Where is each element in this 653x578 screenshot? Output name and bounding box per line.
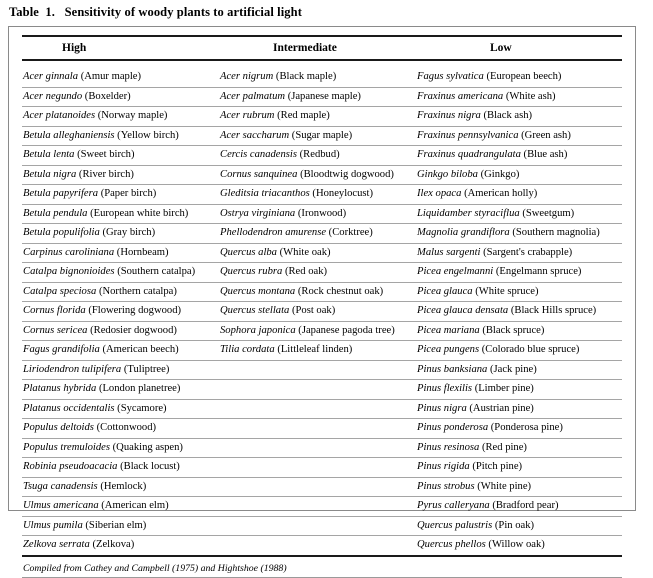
table-cell-low xyxy=(416,481,622,493)
common-name: (Sweetgum) xyxy=(522,207,575,219)
common-name: (London planetree) xyxy=(98,383,181,395)
table-row xyxy=(22,166,622,186)
common-name: (Norway maple) xyxy=(97,110,168,122)
common-name: (River birch) xyxy=(78,168,134,180)
table-cell-intermediate xyxy=(219,344,416,356)
scientific-name: Acer saccharum xyxy=(220,129,290,141)
common-name: (Black Hills spruce) xyxy=(510,305,597,317)
table-cell-high xyxy=(22,169,219,181)
scientific-name: Pinus ponderosa xyxy=(417,422,489,434)
table-cell-low xyxy=(416,130,622,142)
common-name: (Amur maple) xyxy=(80,71,141,83)
table-row xyxy=(22,536,622,555)
table-cell-high xyxy=(22,71,219,83)
table-cell-low xyxy=(416,539,622,551)
scientific-name: Pinus banksiana xyxy=(417,363,488,375)
common-name: (Hemlock) xyxy=(100,480,147,492)
scientific-name: Quercus palustris xyxy=(417,519,493,531)
common-name: (Honeylocust) xyxy=(312,188,374,200)
common-name: (American beech) xyxy=(102,344,179,356)
table-cell-low xyxy=(416,110,622,122)
scientific-name: Acer nigrum xyxy=(220,71,274,83)
scientific-name: Liquidamber styraciflua xyxy=(417,207,520,219)
table-cell-high xyxy=(22,344,219,356)
common-name: (Pitch pine) xyxy=(472,461,523,473)
table-cell-intermediate xyxy=(219,188,416,200)
table-cell-low xyxy=(416,247,622,259)
scientific-name: Fraxinus quadrangulata xyxy=(417,149,521,161)
common-name: (Jack pine) xyxy=(490,363,537,375)
table-cell-intermediate xyxy=(219,266,416,278)
table-cell-low xyxy=(416,305,622,317)
table-cell-low xyxy=(416,149,622,161)
scientific-name: Fraxinus americana xyxy=(417,90,504,102)
scientific-name: Carpinus caroliniana xyxy=(23,246,115,258)
common-name: (Black ash) xyxy=(483,110,533,122)
common-name: (White pine) xyxy=(477,480,532,492)
table-cell-low xyxy=(416,266,622,278)
table-cell-low xyxy=(416,208,622,220)
table-row xyxy=(22,478,622,498)
scientific-name: Picea pungens xyxy=(417,344,480,356)
table-cell-high xyxy=(22,188,219,200)
common-name: (Ponderosa pine) xyxy=(490,422,563,434)
scientific-name: Populus deltoids xyxy=(23,422,94,434)
common-name: (Blue ash) xyxy=(523,149,568,161)
table-cell-low xyxy=(416,227,622,239)
scientific-name: Betula pendula xyxy=(23,207,88,219)
table-row xyxy=(22,380,622,400)
table-cell-intermediate xyxy=(219,91,416,103)
scientific-name: Ulmus pumila xyxy=(23,519,83,531)
common-name: (Cottonwood) xyxy=(96,422,157,434)
table-cell-high xyxy=(22,520,219,532)
scientific-name: Betula lenta xyxy=(23,149,75,161)
table-cell-high xyxy=(22,442,219,454)
common-name: (Red pine) xyxy=(481,441,527,453)
scientific-name: Picea glauca xyxy=(417,285,473,297)
scientific-name: Ilex opaca xyxy=(417,188,462,200)
table-row xyxy=(22,322,622,342)
common-name: (Bradford pear) xyxy=(492,500,559,512)
common-name: (Gray birch) xyxy=(102,227,156,239)
table-cell-high xyxy=(22,539,219,551)
scientific-name: Cornus sericea xyxy=(23,324,88,336)
common-name: (Redosier dogwood) xyxy=(90,324,177,336)
common-name: (American elm) xyxy=(101,500,169,512)
common-name: (Boxelder) xyxy=(84,90,131,102)
common-name: (Sargent's crabapple) xyxy=(483,246,573,258)
table-cell-low xyxy=(416,442,622,454)
table-cell-low xyxy=(416,500,622,512)
table-row xyxy=(22,419,622,439)
scientific-name: Catalpa bignonioides xyxy=(23,266,115,278)
table-row xyxy=(22,302,622,322)
common-name: (White ash) xyxy=(505,90,556,102)
common-name: (European white birch) xyxy=(90,207,189,219)
common-name: (Zelkova) xyxy=(92,539,135,551)
table-caption: Table 1. Sensitivity of woody plants to artificial light xyxy=(9,5,302,19)
scientific-name: Picea engelmanni xyxy=(417,266,494,278)
common-name: (European beech) xyxy=(486,71,562,83)
common-name: (Flowering dogwood) xyxy=(88,305,182,317)
scientific-name: Quercus rubra xyxy=(220,266,283,278)
common-name: (Littleleaf linden) xyxy=(277,344,353,356)
table-cell-high xyxy=(22,208,219,220)
common-name: (Southern magnolia) xyxy=(512,227,600,239)
scientific-name: Pyrus calleryana xyxy=(417,500,490,512)
common-name: (Sugar maple) xyxy=(291,129,353,141)
common-name: (Ironwood) xyxy=(297,207,347,219)
common-name: (Tuliptree) xyxy=(123,363,170,375)
common-name: (Black maple) xyxy=(275,71,337,83)
common-name: (Japanese pagoda tree) xyxy=(298,324,395,336)
column-header-intermediate: Intermediate xyxy=(273,42,337,54)
table-inner xyxy=(22,35,622,578)
scientific-name: Tsuga canadensis xyxy=(23,480,98,492)
common-name: (Pin oak) xyxy=(494,519,535,531)
scientific-name: Pinus resinosa xyxy=(417,441,480,453)
common-name: (American holly) xyxy=(464,188,538,200)
common-name: (Red oak) xyxy=(284,266,328,278)
scientific-name: Picea glauca densata xyxy=(417,305,509,317)
scientific-name: Platanus hybrida xyxy=(23,383,97,395)
scientific-name: Acer rubrum xyxy=(220,110,275,122)
table-frame xyxy=(8,26,636,574)
table-cell-intermediate xyxy=(219,286,416,298)
scientific-name: Platanus occidentalis xyxy=(23,402,115,414)
scientific-name: Acer negundo xyxy=(23,90,83,102)
table-row xyxy=(22,224,622,244)
table-cell-high xyxy=(22,247,219,259)
table-cell-low xyxy=(416,364,622,376)
scientific-name: Pinus strobus xyxy=(417,480,475,492)
common-name: (Sycamore) xyxy=(117,402,167,414)
common-name: (Northern catalpa) xyxy=(98,285,177,297)
scientific-name: Quercus stellata xyxy=(220,305,290,317)
table-cell-high xyxy=(22,325,219,337)
common-name: (Green ash) xyxy=(521,129,571,141)
scientific-name: Acer platanoides xyxy=(23,110,96,122)
table-cell-low xyxy=(416,91,622,103)
common-name: (Japanese maple) xyxy=(287,90,361,102)
table-cell-high xyxy=(22,403,219,415)
scientific-name: Magnolia grandiflora xyxy=(417,227,510,239)
table-cell-intermediate xyxy=(219,305,416,317)
table-row xyxy=(22,341,622,361)
scientific-name: Malus sargenti xyxy=(417,246,481,258)
table-cell-low xyxy=(416,344,622,356)
scientific-name: Quercus alba xyxy=(220,246,277,258)
scientific-name: Acer palmatum xyxy=(220,90,286,102)
common-name: (Redbud) xyxy=(299,149,340,161)
common-name: (Yellow birch) xyxy=(117,129,179,141)
common-name: (Willow oak) xyxy=(488,539,545,551)
scientific-name: Zelkova serrata xyxy=(23,539,90,551)
scientific-name: Tilia cordata xyxy=(220,344,275,356)
scientific-name: Betula papyrifera xyxy=(23,188,99,200)
table-row xyxy=(22,497,622,517)
table-cell-low xyxy=(416,403,622,415)
common-name: (Corktree) xyxy=(328,227,373,239)
table-row xyxy=(22,88,622,108)
table-cell-intermediate xyxy=(219,71,416,83)
common-name: (Ginkgo) xyxy=(480,168,520,180)
scientific-name: Phellodendron amurense xyxy=(220,227,327,239)
table-cell-high xyxy=(22,481,219,493)
table-cell-intermediate xyxy=(219,169,416,181)
table-cell-high xyxy=(22,383,219,395)
common-name: (Limber pine) xyxy=(474,383,534,395)
scientific-name: Quercus phellos xyxy=(417,539,486,551)
table-cell-intermediate xyxy=(219,110,416,122)
table-cell-low xyxy=(416,286,622,298)
table-row xyxy=(22,146,622,166)
scientific-name: Pinus rigida xyxy=(417,461,470,473)
table-cell-low xyxy=(416,520,622,532)
footnote-bottom-rule xyxy=(22,577,622,578)
table-row xyxy=(22,107,622,127)
table-cell-low xyxy=(416,169,622,181)
table-row xyxy=(22,68,622,88)
table-cell-high xyxy=(22,266,219,278)
table-row xyxy=(22,458,622,478)
table-cell-high xyxy=(22,422,219,434)
scientific-name: Pinus flexilis xyxy=(417,383,473,395)
table-row xyxy=(22,400,622,420)
table-footnote: Compiled from Cathey and Campbell (1975) and Hightshoe (1988) xyxy=(23,562,287,574)
common-name: (Paper birch) xyxy=(100,188,157,200)
table-cell-high xyxy=(22,110,219,122)
common-name: (Engelmann spruce) xyxy=(495,266,582,278)
table-cell-high xyxy=(22,91,219,103)
table-row xyxy=(22,361,622,381)
table-cell-low xyxy=(416,422,622,434)
scientific-name: Cornus florida xyxy=(23,305,86,317)
table-cell-intermediate xyxy=(219,149,416,161)
table-cell-high xyxy=(22,149,219,161)
table-row xyxy=(22,244,622,264)
column-header-low: Low xyxy=(490,42,512,54)
table-row xyxy=(22,517,622,537)
table-cell-high xyxy=(22,305,219,317)
scientific-name: Ginkgo biloba xyxy=(417,168,478,180)
table-row xyxy=(22,127,622,147)
table-row xyxy=(22,439,622,459)
table-row xyxy=(22,263,622,283)
common-name: (Austrian pine) xyxy=(469,402,534,414)
scientific-name: Cornus sanquinea xyxy=(220,168,298,180)
scientific-name: Fraxinus nigra xyxy=(417,110,481,122)
scientific-name: Sophora japonica xyxy=(220,324,296,336)
table-cell-intermediate xyxy=(219,247,416,259)
table-cell-low xyxy=(416,71,622,83)
common-name: (Post oak) xyxy=(292,305,336,317)
table-cell-intermediate xyxy=(219,325,416,337)
table-body xyxy=(22,68,622,555)
table-header-row xyxy=(22,39,622,57)
table-cell-high xyxy=(22,500,219,512)
table-cell-high xyxy=(22,130,219,142)
column-header-high: High xyxy=(62,42,87,54)
common-name: (White spruce) xyxy=(475,285,539,297)
table-cell-intermediate xyxy=(219,130,416,142)
table-cell-intermediate xyxy=(219,208,416,220)
scientific-name: Ulmus americana xyxy=(23,500,99,512)
scientific-name: Populus tremuloides xyxy=(23,441,110,453)
common-name: (Black spruce) xyxy=(482,324,545,336)
scientific-name: Ostrya virginiana xyxy=(220,207,296,219)
table-cell-intermediate xyxy=(219,227,416,239)
common-name: (Siberian elm) xyxy=(85,519,147,531)
scientific-name: Cercis canadensis xyxy=(220,149,297,161)
scientific-name: Pinus nigra xyxy=(417,402,467,414)
scientific-name: Fagus grandifolia xyxy=(23,344,100,356)
scientific-name: Quercus montana xyxy=(220,285,296,297)
common-name: (White oak) xyxy=(279,246,331,258)
scientific-name: Robinia pseudoacacia xyxy=(23,461,118,473)
common-name: (Southern catalpa) xyxy=(117,266,196,278)
common-name: (Bloodtwig dogwood) xyxy=(300,168,394,180)
table-row xyxy=(22,185,622,205)
table-cell-low xyxy=(416,461,622,473)
scientific-name: Betula populifolia xyxy=(23,227,100,239)
common-name: (Colorado blue spruce) xyxy=(481,344,580,356)
scientific-name: Picea mariana xyxy=(417,324,480,336)
table-cell-high xyxy=(22,227,219,239)
table-cell-low xyxy=(416,188,622,200)
table-cell-high xyxy=(22,286,219,298)
table-row xyxy=(22,205,622,225)
table-row xyxy=(22,283,622,303)
scientific-name: Fraxinus pennsylvanica xyxy=(417,129,519,141)
scientific-name: Betula alleghaniensis xyxy=(23,129,115,141)
scientific-name: Gleditsia triacanthos xyxy=(220,188,310,200)
table-cell-low xyxy=(416,325,622,337)
common-name: (Hornbeam) xyxy=(116,246,169,258)
common-name: (Sweet birch) xyxy=(77,149,135,161)
common-name: (Rock chestnut oak) xyxy=(297,285,384,297)
table-cell-high xyxy=(22,364,219,376)
scientific-name: Fagus sylvatica xyxy=(417,71,484,83)
scientific-name: Acer ginnala xyxy=(23,71,79,83)
common-name: (Black locust) xyxy=(120,461,180,473)
table-cell-high xyxy=(22,461,219,473)
scientific-name: Catalpa speciosa xyxy=(23,285,97,297)
common-name: (Quaking aspen) xyxy=(112,441,183,453)
scientific-name: Liriodendron tulipifera xyxy=(23,363,122,375)
table-cell-low xyxy=(416,383,622,395)
common-name: (Red maple) xyxy=(277,110,330,122)
scientific-name: Betula nigra xyxy=(23,168,77,180)
